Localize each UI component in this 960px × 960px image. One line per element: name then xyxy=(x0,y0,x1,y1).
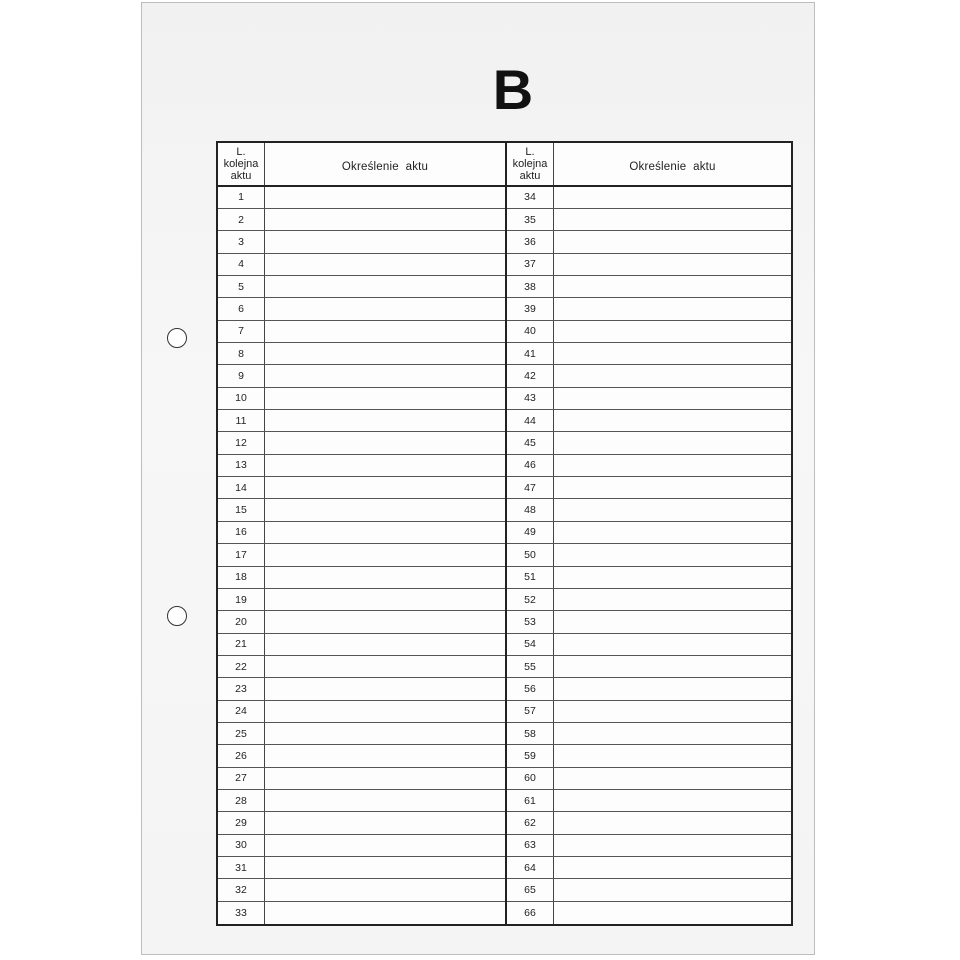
punch-hole-top xyxy=(167,328,187,348)
row-number-cell: 18 xyxy=(218,567,265,588)
row-description-cell[interactable] xyxy=(554,589,791,610)
row-number-cell: 57 xyxy=(507,701,554,722)
row-description-cell[interactable] xyxy=(265,298,505,319)
row-description-cell[interactable] xyxy=(554,701,791,722)
table-row xyxy=(218,231,505,253)
table-row xyxy=(218,768,505,790)
row-number-cell: 64 xyxy=(507,857,554,878)
row-number-cell: 29 xyxy=(218,812,265,833)
row-number-cell: 13 xyxy=(218,455,265,476)
table-header-right xyxy=(507,143,791,187)
row-description-cell[interactable] xyxy=(554,499,791,520)
row-description-cell[interactable] xyxy=(554,388,791,409)
row-number-cell: 24 xyxy=(218,701,265,722)
row-description-cell[interactable] xyxy=(554,343,791,364)
row-description-cell[interactable] xyxy=(265,388,505,409)
table-row xyxy=(218,276,505,298)
right-rows xyxy=(507,187,791,924)
row-description-cell[interactable] xyxy=(554,902,791,924)
table-row xyxy=(218,835,505,857)
row-number-cell: 36 xyxy=(507,231,554,252)
table-row xyxy=(218,745,505,767)
table-row xyxy=(507,499,791,521)
row-number-cell: 1 xyxy=(218,187,265,208)
row-number-cell: 48 xyxy=(507,499,554,520)
table-row xyxy=(218,634,505,656)
row-description-cell[interactable] xyxy=(265,209,505,230)
table-row xyxy=(218,455,505,477)
row-description-cell[interactable] xyxy=(554,187,791,208)
row-number-cell: 33 xyxy=(218,902,265,924)
header-number-line1: L. xyxy=(236,145,246,158)
row-number-cell: 43 xyxy=(507,388,554,409)
table-row xyxy=(507,857,791,879)
table-row xyxy=(507,835,791,857)
table-row xyxy=(507,678,791,700)
row-number-cell: 41 xyxy=(507,343,554,364)
row-description-cell[interactable] xyxy=(265,678,505,699)
row-number-cell: 62 xyxy=(507,812,554,833)
row-description-cell[interactable] xyxy=(265,745,505,766)
row-description-cell[interactable] xyxy=(554,812,791,833)
row-number-cell: 34 xyxy=(507,187,554,208)
row-description-cell[interactable] xyxy=(265,812,505,833)
header-number-line2: kolejna xyxy=(512,157,548,170)
row-description-cell[interactable] xyxy=(265,656,505,677)
table-row xyxy=(507,611,791,633)
row-description-cell[interactable] xyxy=(265,857,505,878)
table-row xyxy=(218,879,505,901)
table-row xyxy=(507,723,791,745)
table-row xyxy=(507,231,791,253)
table-row xyxy=(218,343,505,365)
punch-hole-bottom xyxy=(167,606,187,626)
row-number-cell: 7 xyxy=(218,321,265,342)
row-number-cell: 52 xyxy=(507,589,554,610)
row-number-cell: 22 xyxy=(218,656,265,677)
table-row xyxy=(218,544,505,566)
row-description-cell[interactable] xyxy=(265,410,505,431)
row-description-cell[interactable] xyxy=(554,768,791,789)
row-description-cell[interactable] xyxy=(554,432,791,453)
table-row xyxy=(507,187,791,209)
row-number-cell: 26 xyxy=(218,745,265,766)
register-left-half xyxy=(218,143,507,924)
row-description-cell[interactable] xyxy=(554,656,791,677)
row-description-cell[interactable] xyxy=(554,678,791,699)
row-number-cell: 28 xyxy=(218,790,265,811)
table-row xyxy=(218,611,505,633)
row-description-cell[interactable] xyxy=(265,365,505,386)
row-description-cell[interactable] xyxy=(554,745,791,766)
table-row xyxy=(218,723,505,745)
row-description-cell[interactable] xyxy=(554,879,791,900)
row-description-cell[interactable] xyxy=(265,567,505,588)
row-number-cell: 39 xyxy=(507,298,554,319)
table-row xyxy=(507,298,791,320)
row-description-cell[interactable] xyxy=(554,634,791,655)
table-row xyxy=(218,388,505,410)
table-row xyxy=(218,365,505,387)
table-row xyxy=(507,343,791,365)
header-number-cell xyxy=(507,143,554,185)
row-description-cell[interactable] xyxy=(554,254,791,275)
row-number-cell: 54 xyxy=(507,634,554,655)
row-number-cell: 21 xyxy=(218,634,265,655)
row-number-cell: 10 xyxy=(218,388,265,409)
table-row xyxy=(218,656,505,678)
table-row xyxy=(507,589,791,611)
row-number-cell: 31 xyxy=(218,857,265,878)
table-row xyxy=(218,254,505,276)
row-number-cell: 2 xyxy=(218,209,265,230)
row-number-cell: 40 xyxy=(507,321,554,342)
table-row xyxy=(507,567,791,589)
row-number-cell: 17 xyxy=(218,544,265,565)
row-number-cell: 9 xyxy=(218,365,265,386)
section-letter: B xyxy=(492,58,534,121)
row-number-cell: 14 xyxy=(218,477,265,498)
row-description-cell[interactable] xyxy=(554,857,791,878)
row-description-cell[interactable] xyxy=(554,276,791,297)
row-description-cell[interactable] xyxy=(554,835,791,856)
table-row xyxy=(507,902,791,924)
row-number-cell: 42 xyxy=(507,365,554,386)
row-description-cell[interactable] xyxy=(265,723,505,744)
table-row xyxy=(218,902,505,924)
table-row xyxy=(507,745,791,767)
row-description-cell[interactable] xyxy=(265,611,505,632)
row-number-cell: 25 xyxy=(218,723,265,744)
row-number-cell: 4 xyxy=(218,254,265,275)
row-description-cell[interactable] xyxy=(265,276,505,297)
table-row xyxy=(507,254,791,276)
table-row xyxy=(507,365,791,387)
row-description-cell[interactable] xyxy=(265,544,505,565)
table-row xyxy=(507,432,791,454)
row-description-cell[interactable] xyxy=(265,835,505,856)
row-number-cell: 66 xyxy=(507,902,554,924)
row-description-cell[interactable] xyxy=(265,432,505,453)
row-number-cell: 47 xyxy=(507,477,554,498)
row-description-cell[interactable] xyxy=(554,209,791,230)
table-row xyxy=(218,410,505,432)
table-row xyxy=(507,455,791,477)
row-number-cell: 59 xyxy=(507,745,554,766)
row-number-cell: 46 xyxy=(507,455,554,476)
header-number-cell xyxy=(218,143,265,185)
row-number-cell: 27 xyxy=(218,768,265,789)
row-description-cell[interactable] xyxy=(554,477,791,498)
row-description-cell[interactable] xyxy=(265,499,505,520)
table-row xyxy=(218,812,505,834)
row-number-cell: 49 xyxy=(507,522,554,543)
table-row xyxy=(507,321,791,343)
table-row xyxy=(218,567,505,589)
row-description-cell[interactable] xyxy=(265,790,505,811)
row-number-cell: 23 xyxy=(218,678,265,699)
table-row xyxy=(507,790,791,812)
row-description-cell[interactable] xyxy=(265,701,505,722)
register-right-half xyxy=(507,143,791,924)
row-number-cell: 11 xyxy=(218,410,265,431)
table-row xyxy=(218,857,505,879)
row-number-cell: 61 xyxy=(507,790,554,811)
row-number-cell: 55 xyxy=(507,656,554,677)
row-number-cell: 63 xyxy=(507,835,554,856)
row-number-cell: 5 xyxy=(218,276,265,297)
table-row xyxy=(507,477,791,499)
row-description-cell[interactable] xyxy=(554,231,791,252)
row-number-cell: 35 xyxy=(507,209,554,230)
row-description-cell[interactable] xyxy=(265,768,505,789)
table-row xyxy=(218,209,505,231)
row-description-cell[interactable] xyxy=(554,567,791,588)
table-header-left xyxy=(218,143,505,187)
row-description-cell[interactable] xyxy=(554,321,791,342)
table-row xyxy=(507,879,791,901)
table-row xyxy=(507,768,791,790)
row-number-cell: 53 xyxy=(507,611,554,632)
table-row xyxy=(218,790,505,812)
register-table xyxy=(216,141,793,926)
table-row xyxy=(218,477,505,499)
row-description-cell[interactable] xyxy=(265,254,505,275)
table-row xyxy=(507,656,791,678)
row-description-cell[interactable] xyxy=(554,723,791,744)
row-number-cell: 32 xyxy=(218,879,265,900)
row-description-cell[interactable] xyxy=(265,589,505,610)
row-description-cell[interactable] xyxy=(265,231,505,252)
table-row xyxy=(507,812,791,834)
header-number-line2: kolejna xyxy=(223,157,259,170)
row-number-cell: 60 xyxy=(507,768,554,789)
row-description-cell[interactable] xyxy=(265,522,505,543)
table-row xyxy=(507,522,791,544)
row-description-cell[interactable] xyxy=(265,455,505,476)
row-number-cell: 45 xyxy=(507,432,554,453)
table-row xyxy=(218,678,505,700)
row-number-cell: 38 xyxy=(507,276,554,297)
table-row xyxy=(507,634,791,656)
table-row xyxy=(218,187,505,209)
row-number-cell: 3 xyxy=(218,231,265,252)
row-number-cell: 15 xyxy=(218,499,265,520)
row-description-cell[interactable] xyxy=(554,298,791,319)
row-description-cell[interactable] xyxy=(554,790,791,811)
row-number-cell: 44 xyxy=(507,410,554,431)
header-description-cell: Określenie aktu xyxy=(341,161,429,173)
row-number-cell: 30 xyxy=(218,835,265,856)
left-rows xyxy=(218,187,505,924)
row-description-cell[interactable] xyxy=(265,634,505,655)
row-description-cell[interactable] xyxy=(265,879,505,900)
row-description-cell[interactable] xyxy=(265,187,505,208)
row-number-cell: 37 xyxy=(507,254,554,275)
header-number-line3: aktu xyxy=(230,169,252,182)
row-description-cell[interactable] xyxy=(265,321,505,342)
row-number-cell: 56 xyxy=(507,678,554,699)
row-description-cell[interactable] xyxy=(554,522,791,543)
row-number-cell: 20 xyxy=(218,611,265,632)
table-row xyxy=(507,388,791,410)
row-description-cell[interactable] xyxy=(554,410,791,431)
row-description-cell[interactable] xyxy=(554,455,791,476)
row-description-cell[interactable] xyxy=(265,902,505,924)
row-description-cell[interactable] xyxy=(554,544,791,565)
row-description-cell[interactable] xyxy=(554,611,791,632)
row-number-cell: 16 xyxy=(218,522,265,543)
row-number-cell: 51 xyxy=(507,567,554,588)
table-row xyxy=(507,209,791,231)
table-row xyxy=(218,432,505,454)
header-description-cell: Określenie aktu xyxy=(629,161,716,173)
row-number-cell: 19 xyxy=(218,589,265,610)
table-row xyxy=(218,499,505,521)
table-row xyxy=(218,522,505,544)
row-number-cell: 50 xyxy=(507,544,554,565)
table-row xyxy=(218,298,505,320)
row-description-cell[interactable] xyxy=(265,343,505,364)
row-number-cell: 6 xyxy=(218,298,265,319)
table-row xyxy=(507,410,791,432)
row-number-cell: 58 xyxy=(507,723,554,744)
row-description-cell[interactable] xyxy=(265,477,505,498)
row-description-cell[interactable] xyxy=(554,365,791,386)
table-row xyxy=(507,701,791,723)
table-row xyxy=(218,589,505,611)
row-number-cell: 12 xyxy=(218,432,265,453)
row-number-cell: 65 xyxy=(507,879,554,900)
table-row xyxy=(507,544,791,566)
header-number-line1: L. xyxy=(525,145,535,158)
table-row xyxy=(218,321,505,343)
header-number-line3: aktu xyxy=(519,169,541,182)
table-row xyxy=(507,276,791,298)
table-row xyxy=(218,701,505,723)
row-number-cell: 8 xyxy=(218,343,265,364)
